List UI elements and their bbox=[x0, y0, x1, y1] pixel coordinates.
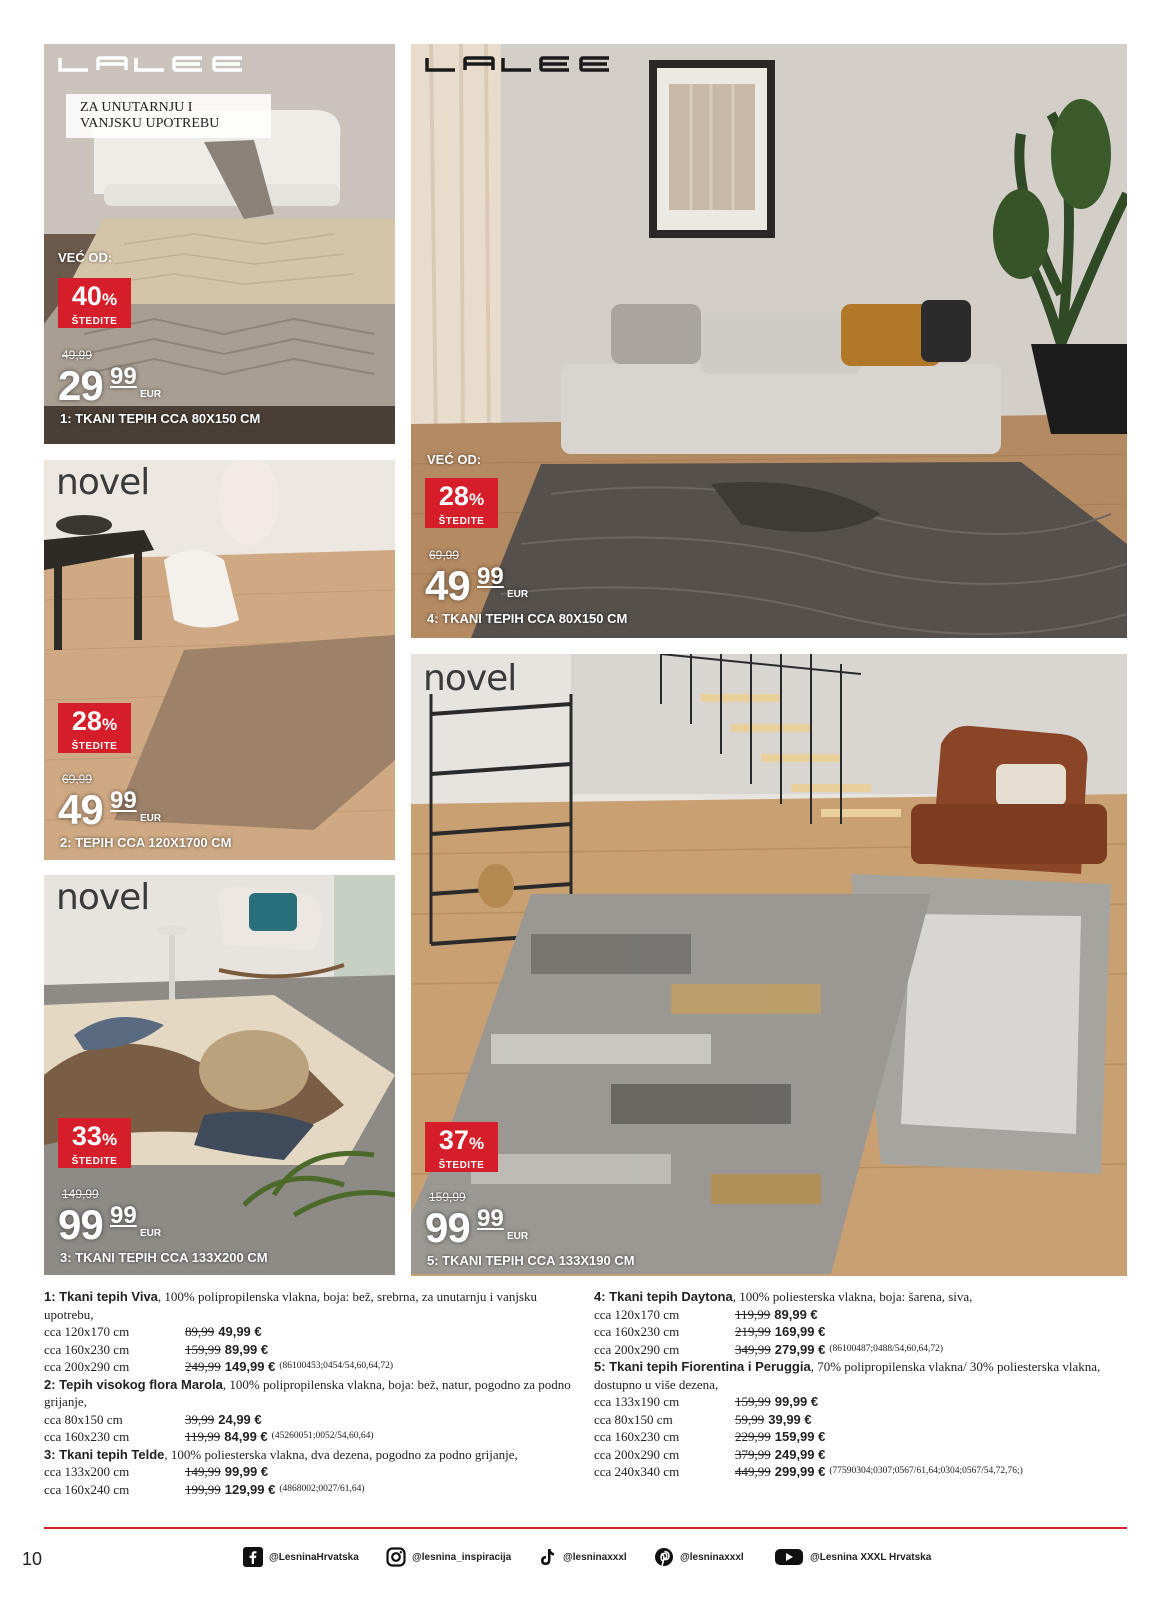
footer-divider bbox=[44, 1527, 1127, 1529]
price-currency: EUR bbox=[507, 1231, 529, 1242]
old-price: 49,99 bbox=[62, 348, 93, 362]
old-price: 149,99 bbox=[62, 1187, 99, 1201]
brand-logo-lalee bbox=[58, 54, 244, 79]
discount-percent: 28 bbox=[71, 706, 102, 736]
outdoor-use-note: ZA UNUTARNJU I VANJSKU UPOTREBU bbox=[66, 94, 271, 138]
product-text: , 100% polipropilenska vlakna, boja: bež, natur, pogodno za podno grijanje, bbox=[44, 1376, 571, 1409]
old-price: 69,99 bbox=[429, 548, 460, 562]
product-panel-2[interactable] bbox=[44, 460, 395, 860]
product-4-desc bbox=[594, 1288, 1127, 1358]
social-youtube[interactable] bbox=[774, 1547, 931, 1567]
sale-price bbox=[425, 1206, 545, 1250]
brand-logo-novel: novel bbox=[423, 658, 517, 699]
social-tiktok[interactable] bbox=[537, 1547, 627, 1567]
price-row: cca 160x230 cm 119,99 84,99 € (45260051;0052/54,60,64) bbox=[44, 1429, 374, 1444]
panel-4-photo bbox=[411, 44, 1127, 638]
product-title: 1: Tkani tepih Viva bbox=[44, 1289, 158, 1304]
sale-price bbox=[58, 1203, 178, 1247]
product-title: 2: Tepih visokog flora Marola bbox=[44, 1376, 223, 1392]
social-facebook[interactable] bbox=[243, 1547, 359, 1567]
price-row: cca 133x200 cm 149,99 99,99 € bbox=[44, 1464, 269, 1479]
price-currency: EUR bbox=[507, 589, 529, 600]
from-label: VEĆ OD: bbox=[427, 452, 482, 467]
price-decimals: 99 bbox=[110, 1202, 137, 1229]
price-row: cca 160x240 cm 199,99 129,99 € (4868002;0027/61,64) bbox=[44, 1481, 365, 1497]
price-row: cca 160x230 cm 229,99 159,99 € bbox=[594, 1429, 826, 1444]
price-integer: 49 bbox=[425, 562, 470, 609]
social-pinterest[interactable] bbox=[654, 1547, 744, 1567]
article-code: (45260051;0052/54,60,64) bbox=[271, 1431, 374, 1441]
price-integer: 49 bbox=[58, 786, 103, 833]
article-code: (86100453;0454/54,60,64,72) bbox=[279, 1361, 394, 1371]
save-label: ŠTEDITE bbox=[438, 1160, 485, 1171]
price-row: cca 160x230 cm 219,99 169,99 € bbox=[594, 1324, 826, 1339]
price-currency: EUR bbox=[140, 813, 162, 824]
social-handle: @LesninaHrvatska bbox=[269, 1551, 359, 1563]
panel-5-photo bbox=[411, 654, 1127, 1276]
sale-price bbox=[58, 788, 178, 832]
discount-badge bbox=[58, 278, 131, 328]
brand-logo-novel: novel bbox=[56, 462, 150, 503]
discount-percent: 28 bbox=[438, 481, 469, 511]
price-integer: 99 bbox=[425, 1204, 470, 1251]
old-price: 69,99 bbox=[62, 772, 93, 786]
brand-logo-lalee bbox=[425, 54, 611, 79]
discount-badge bbox=[425, 478, 498, 528]
product-5-desc bbox=[594, 1358, 1127, 1481]
price-currency: EUR bbox=[140, 1228, 162, 1239]
discount-badge bbox=[425, 1122, 498, 1172]
price-decimals: 99 bbox=[110, 787, 137, 814]
product-label: 2: TEPIH CCA 120X1700 CM bbox=[60, 835, 232, 850]
discount-badge bbox=[58, 1118, 131, 1168]
price-decimals: 99 bbox=[110, 363, 137, 390]
price-integer: 99 bbox=[58, 1201, 103, 1248]
price-row: cca 120x170 cm 119,99 89,99 € bbox=[594, 1306, 818, 1322]
facebook-icon bbox=[243, 1547, 263, 1567]
save-label: ŠTEDITE bbox=[71, 741, 118, 752]
product-descriptions-right bbox=[594, 1288, 1127, 1481]
discount-percent: 37 bbox=[438, 1125, 469, 1155]
price-row: cca 240x340 cm 449,99 299,99 € (77590304;0307;0567/61,64;0304;0567/54,72,76;) bbox=[594, 1464, 1023, 1479]
product-text: , 100% polipropilenska vlakna, boja: bež, srebrna, za unutarnju i vanjsku upotrebu, bbox=[44, 1289, 537, 1322]
social-instagram[interactable] bbox=[386, 1547, 511, 1567]
price-integer: 29 bbox=[58, 362, 103, 409]
product-panel-4[interactable] bbox=[411, 44, 1127, 638]
product-3-desc bbox=[44, 1446, 584, 1499]
product-title: 3: Tkani tepih Telde bbox=[44, 1446, 165, 1462]
price-row: cca 120x170 cm 89,99 49,99 € bbox=[44, 1324, 262, 1339]
price-row: cca 80x150 cm 59,99 39,99 € bbox=[594, 1411, 812, 1427]
product-text: , 100% poliesterska vlakna, dva dezena, pogodno za podno grijanje, bbox=[164, 1446, 518, 1462]
price-row: cca 133x190 cm 159,99 99,99 € bbox=[594, 1394, 819, 1409]
tiktok-icon bbox=[537, 1547, 557, 1567]
price-currency: EUR bbox=[140, 389, 162, 400]
product-panel-5[interactable] bbox=[411, 654, 1127, 1276]
product-title: 4: Tkani tepih Daytona bbox=[594, 1289, 733, 1304]
price-row: cca 200x290 cm 349,99 279,99 € (86100487;0488/54,60,64,72) bbox=[594, 1341, 944, 1357]
social-handle: @lesnina_inspiracija bbox=[412, 1551, 512, 1563]
product-label: 1: TKANI TEPIH CCA 80X150 CM bbox=[60, 411, 261, 426]
article-code: (77590304;0307;0567/61,64;0304;0567/54,72,76;) bbox=[829, 1466, 1023, 1476]
discount-percent: 40 bbox=[71, 281, 102, 311]
save-label: ŠTEDITE bbox=[438, 516, 485, 527]
instagram-icon bbox=[386, 1547, 406, 1567]
product-label: 3: TKANI TEPIH CCA 133X200 CM bbox=[60, 1250, 268, 1265]
old-price: 159,99 bbox=[429, 1190, 466, 1204]
article-code: (4868002;0027/61,64) bbox=[279, 1483, 365, 1494]
sale-price bbox=[425, 564, 545, 608]
save-label: ŠTEDITE bbox=[71, 1156, 118, 1167]
product-text: , 100% poliesterska vlakna, boja: šarena, siva, bbox=[732, 1289, 973, 1304]
percent-sign: % bbox=[101, 290, 118, 309]
percent-sign: % bbox=[468, 1134, 485, 1153]
social-handle: @lesninaxxxl bbox=[680, 1551, 744, 1563]
discount-badge bbox=[58, 703, 131, 753]
price-row: cca 200x290 cm 249,99 149,99 € (86100453;0454/54,60,64,72) bbox=[44, 1359, 394, 1374]
product-panel-3[interactable] bbox=[44, 875, 395, 1275]
product-descriptions-left bbox=[44, 1288, 584, 1498]
product-2-desc bbox=[44, 1376, 584, 1446]
product-title: 5: Tkani tepih Fiorentina i Peruggia bbox=[594, 1359, 811, 1374]
price-row: cca 200x290 cm 379,99 249,99 € bbox=[594, 1446, 826, 1462]
social-handle: @Lesnina XXXL Hrvatska bbox=[810, 1551, 932, 1563]
price-row: cca 80x150 cm 39,99 24,99 € bbox=[44, 1411, 262, 1427]
save-label: ŠTEDITE bbox=[71, 316, 118, 327]
sale-price bbox=[58, 364, 178, 408]
product-1-desc bbox=[44, 1288, 584, 1376]
pinterest-icon bbox=[654, 1547, 674, 1567]
discount-percent: 33 bbox=[71, 1121, 102, 1151]
social-handle: @lesninaxxxl bbox=[563, 1551, 627, 1563]
percent-sign: % bbox=[101, 715, 118, 734]
price-decimals: 99 bbox=[477, 563, 504, 590]
percent-sign: % bbox=[468, 490, 485, 509]
price-decimals: 99 bbox=[477, 1205, 504, 1232]
page-number: 10 bbox=[22, 1549, 43, 1569]
from-label: VEĆ OD: bbox=[58, 250, 113, 265]
product-label: 5: TKANI TEPIH CCA 133X190 CM bbox=[427, 1253, 635, 1268]
youtube-icon bbox=[774, 1547, 804, 1567]
product-text: , 70% polipropilenska vlakna/ 30% poliesterska vlakna, dostupno u više dezena, bbox=[594, 1359, 1101, 1392]
brand-logo-novel: novel bbox=[56, 877, 150, 918]
percent-sign: % bbox=[101, 1130, 118, 1149]
product-label: 4: TKANI TEPIH CCA 80X150 CM bbox=[427, 611, 628, 626]
article-code: (86100487;0488/54,60,64,72) bbox=[829, 1343, 944, 1354]
product-panel-1[interactable] bbox=[44, 44, 395, 444]
price-row: cca 160x230 cm 159,99 89,99 € bbox=[44, 1341, 269, 1357]
